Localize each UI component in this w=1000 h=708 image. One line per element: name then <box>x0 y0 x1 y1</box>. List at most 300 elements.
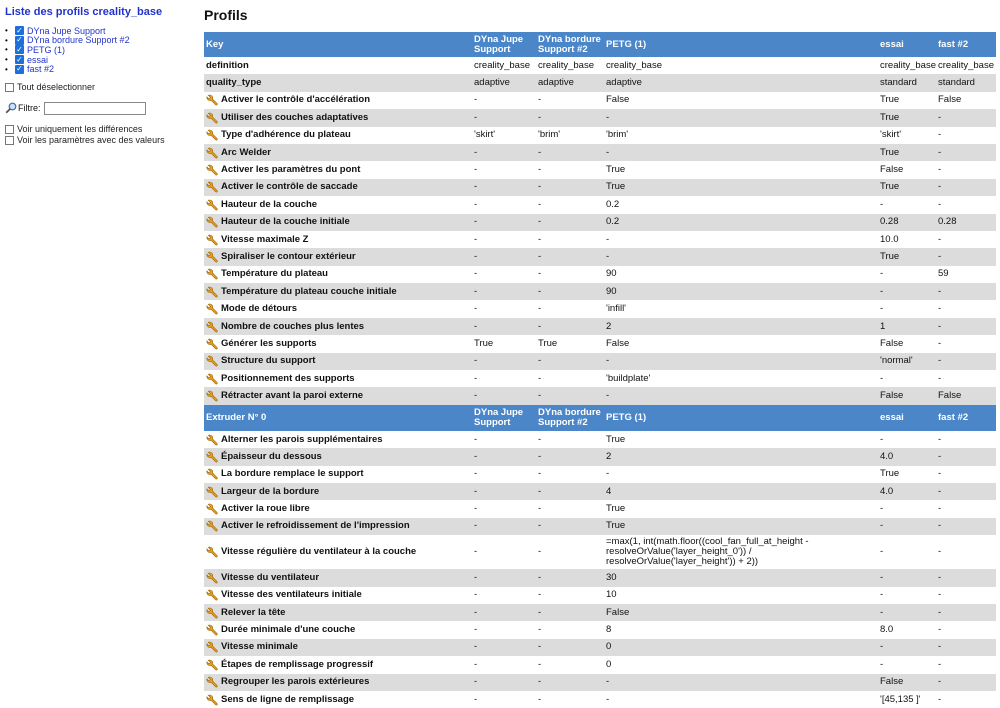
table-row <box>204 587 996 604</box>
setting-value: - <box>474 94 478 106</box>
only-diff-label: Voir uniquement les différences <box>17 124 143 135</box>
setting-value: - <box>938 372 942 384</box>
setting-value: - <box>880 546 884 558</box>
wrench-icon <box>206 694 218 706</box>
table-row <box>204 370 996 387</box>
setting-value: - <box>938 468 942 480</box>
setting-value: - <box>880 503 884 515</box>
setting-value: False <box>880 337 904 349</box>
setting-key-label: Positionnement des supports <box>221 372 355 384</box>
setting-value: - <box>880 658 884 670</box>
wrench-icon <box>206 181 218 193</box>
setting-value: - <box>536 448 604 465</box>
table-row <box>204 466 996 483</box>
setting-value: True <box>880 468 900 480</box>
wrench-icon <box>206 268 218 280</box>
setting-key-label: Vitesse des ventilateurs initiale <box>221 589 362 601</box>
wrench-icon <box>206 641 218 653</box>
setting-key <box>204 500 472 517</box>
setting-value: - <box>474 589 478 601</box>
setting-value: - <box>880 303 884 315</box>
setting-key-label: Relever la tête <box>221 606 286 618</box>
filter-label: Filtre: <box>18 103 41 114</box>
setting-key-label: Température du plateau <box>221 268 328 280</box>
setting-value: creality_base <box>880 59 936 71</box>
setting-key-label: Température du plateau couche initiale <box>221 285 397 297</box>
table-row <box>204 161 996 178</box>
setting-value: - <box>536 144 604 161</box>
table-row <box>204 483 996 500</box>
setting-key <box>204 283 472 300</box>
setting-value: - <box>538 372 542 384</box>
setting-key <box>204 92 472 109</box>
setting-value: - <box>474 433 478 445</box>
setting-value: - <box>538 546 542 558</box>
setting-key <box>204 604 472 621</box>
table-header-row <box>204 405 996 431</box>
setting-key: quality_type <box>204 74 472 91</box>
setting-value: - <box>472 144 536 161</box>
setting-value: - <box>536 604 604 621</box>
wrench-icon <box>206 572 218 584</box>
setting-key <box>204 179 472 196</box>
only-diff-checkbox[interactable] <box>5 125 14 134</box>
wrench-icon <box>206 94 218 106</box>
table-row <box>204 569 996 586</box>
filter-input[interactable] <box>44 102 146 115</box>
setting-value: - <box>472 604 536 621</box>
table-row <box>204 109 996 126</box>
setting-value: - <box>538 233 542 245</box>
setting-value: - <box>472 283 536 300</box>
column-header: PETG (1) <box>604 405 878 431</box>
setting-key <box>204 691 472 708</box>
setting-key <box>204 639 472 656</box>
setting-value: - <box>880 372 884 384</box>
setting-value: - <box>472 248 536 265</box>
setting-value: - <box>604 109 878 126</box>
table-row <box>204 214 996 231</box>
table-row <box>204 283 996 300</box>
setting-key-label: Nombre de couches plus lentes <box>221 320 365 332</box>
setting-value: - <box>936 353 996 370</box>
setting-value: - <box>536 674 604 691</box>
setting-value: - <box>538 198 542 210</box>
setting-value: True <box>606 503 626 515</box>
setting-key <box>204 674 472 691</box>
deselect-all-label: Tout déselectionner <box>17 82 96 93</box>
setting-value: 'buildplate' <box>606 372 651 384</box>
table-row <box>204 179 996 196</box>
profile-label: DYna Jupe Support <box>27 25 106 36</box>
setting-key <box>204 621 472 638</box>
setting-value: True <box>878 248 936 265</box>
setting-value: - <box>878 569 936 586</box>
wrench-icon <box>206 659 218 671</box>
setting-value: - <box>938 233 942 245</box>
setting-value: - <box>936 144 996 161</box>
table-row <box>204 639 996 656</box>
setting-value: - <box>938 658 942 670</box>
setting-value: - <box>536 248 604 265</box>
setting-key-label: Utiliser des couches adaptatives <box>221 111 369 123</box>
setting-value: - <box>474 546 478 558</box>
wrench-icon <box>206 390 218 402</box>
profile-list <box>5 26 190 74</box>
setting-key <box>204 587 472 604</box>
search-icon <box>5 102 17 114</box>
setting-key-label: La bordure remplace le support <box>221 468 364 480</box>
table-row <box>204 266 996 283</box>
setting-value: - <box>472 518 536 535</box>
wrench-icon <box>206 676 218 688</box>
setting-value: True <box>538 337 558 349</box>
setting-key-label: Vitesse du ventilateur <box>221 571 320 583</box>
setting-value: - <box>472 214 536 231</box>
wrench-icon <box>206 234 218 246</box>
table-row <box>204 518 996 535</box>
setting-value: - <box>474 658 478 670</box>
wrench-icon <box>206 251 218 263</box>
setting-value: - <box>604 387 878 404</box>
setting-value: creality_base <box>938 59 994 71</box>
setting-value: 0.28 <box>936 214 996 231</box>
setting-key-label: Mode de détours <box>221 303 298 315</box>
setting-key <box>204 387 472 404</box>
setting-value: - <box>880 589 884 601</box>
wrench-icon <box>206 373 218 385</box>
setting-value: True <box>880 94 900 106</box>
setting-value: - <box>472 109 536 126</box>
setting-value: - <box>936 109 996 126</box>
wrench-icon <box>206 520 218 532</box>
wrench-icon <box>206 303 218 315</box>
setting-value: True <box>606 164 626 176</box>
setting-key <box>204 431 472 448</box>
setting-key-label: Activer le contrôle d'accélération <box>221 94 371 106</box>
wrench-icon <box>206 286 218 298</box>
setting-key-label: Sens de ligne de remplissage <box>221 693 355 705</box>
setting-value: 90 <box>604 283 878 300</box>
setting-key-label: Type d'adhérence du plateau <box>221 129 351 141</box>
setting-value: - <box>536 483 604 500</box>
bullet-icon: • <box>5 26 8 36</box>
setting-value: - <box>538 589 542 601</box>
setting-value: - <box>472 387 536 404</box>
setting-value: standard <box>936 74 996 91</box>
table-row <box>204 448 996 465</box>
column-header: fast #2 <box>936 32 996 57</box>
table-row <box>204 431 996 448</box>
setting-value: - <box>938 164 942 176</box>
setting-value: - <box>536 214 604 231</box>
setting-value: - <box>878 518 936 535</box>
setting-key <box>204 318 472 335</box>
setting-key <box>204 483 472 500</box>
profile-item[interactable] <box>5 64 190 74</box>
wrench-icon <box>206 164 218 176</box>
setting-value: - <box>472 569 536 586</box>
profile-item[interactable] <box>5 36 190 46</box>
setting-value: - <box>538 658 542 670</box>
setting-key-label: Hauteur de la couche <box>221 198 318 210</box>
setting-value: True <box>878 144 936 161</box>
table-row <box>204 248 996 265</box>
setting-key-label: Largeur de la bordure <box>221 485 320 497</box>
setting-key <box>204 466 472 483</box>
setting-value: - <box>938 693 942 705</box>
setting-key-label: Activer la roue libre <box>221 503 310 515</box>
setting-value: - <box>938 129 942 141</box>
only-diff-option[interactable] <box>5 124 190 135</box>
setting-value: - <box>880 433 884 445</box>
setting-key-label: Vitesse maximale Z <box>221 233 309 245</box>
setting-value: 'infill' <box>606 303 626 315</box>
deselect-all-checkbox[interactable] <box>5 83 14 92</box>
setting-value: 90 <box>606 268 617 280</box>
wrench-icon <box>206 112 218 124</box>
deselect-all-option[interactable] <box>5 82 190 93</box>
setting-value: creality_base <box>606 59 662 71</box>
setting-value: - <box>936 248 996 265</box>
setting-value: standard <box>878 74 936 91</box>
with-values-option[interactable] <box>5 135 190 146</box>
table-row <box>204 231 996 248</box>
table-row <box>204 318 996 335</box>
with-values-label: Voir les paramètres avec des valeurs <box>17 135 165 146</box>
profile-checkbox[interactable]: ✓ <box>16 54 23 64</box>
setting-key-label: Épaisseur du dessous <box>221 450 322 462</box>
setting-value: - <box>474 372 478 384</box>
setting-value: 'skirt' <box>880 129 902 141</box>
sidebar <box>5 6 190 146</box>
setting-value: - <box>604 674 878 691</box>
table-row <box>204 656 996 673</box>
setting-key-label: Hauteur de la couche initiale <box>221 216 350 228</box>
setting-value: 'normal' <box>878 353 936 370</box>
column-header: DYna bordure Support #2 <box>536 405 604 431</box>
with-values-checkbox[interactable] <box>5 136 14 145</box>
setting-key <box>204 370 472 387</box>
setting-key-label: Générer les supports <box>221 337 317 349</box>
setting-value: - <box>474 693 478 705</box>
setting-value: creality_base <box>474 59 530 71</box>
wrench-icon <box>206 216 218 228</box>
table-row <box>204 300 996 317</box>
wrench-icon <box>206 503 218 515</box>
setting-value: =max(1, int(math.floor((cool_fan_full_at_height - resolveOrValue('layer_height_0')) / resolveOrValue('layer_height')) + 2)) <box>606 536 809 568</box>
setting-value: - <box>606 468 610 480</box>
wrench-icon <box>206 434 218 446</box>
setting-key-label: Alterner les parois supplémentaires <box>221 433 383 445</box>
setting-value: - <box>472 448 536 465</box>
bullet-icon: • <box>5 55 8 65</box>
table-row <box>204 144 996 161</box>
table-row <box>204 674 996 691</box>
setting-value: - <box>938 503 942 515</box>
setting-value: - <box>604 353 878 370</box>
profile-item[interactable] <box>5 45 190 55</box>
column-header: essai <box>878 32 936 57</box>
setting-key <box>204 300 472 317</box>
setting-value: True <box>878 109 936 126</box>
main-content <box>204 0 996 708</box>
setting-key-label: Arc Welder <box>221 146 271 158</box>
wrench-icon <box>206 607 218 619</box>
setting-value: 2 <box>604 318 878 335</box>
table-row <box>204 127 996 144</box>
setting-key <box>204 161 472 178</box>
setting-value: 0 <box>604 639 878 656</box>
profile-item[interactable] <box>5 26 190 36</box>
setting-key-label: Structure du support <box>221 355 316 367</box>
setting-value: 59 <box>938 268 949 280</box>
setting-value: - <box>536 387 604 404</box>
setting-value: False <box>878 387 936 404</box>
setting-value: creality_base <box>538 59 594 71</box>
column-header: DYna Jupe Support <box>472 405 536 431</box>
setting-value: - <box>936 179 996 196</box>
setting-value: 4.0 <box>878 483 936 500</box>
setting-value: True <box>474 337 494 349</box>
column-header: essai <box>878 405 936 431</box>
setting-value: - <box>538 94 542 106</box>
setting-value: - <box>878 604 936 621</box>
setting-value: False <box>606 337 630 349</box>
setting-value: - <box>936 483 996 500</box>
wrench-icon <box>206 451 218 463</box>
setting-key <box>204 656 472 673</box>
wrench-icon <box>206 624 218 636</box>
setting-value: True <box>604 518 878 535</box>
setting-value: - <box>938 198 942 210</box>
wrench-icon <box>206 546 218 558</box>
profile-checkbox[interactable]: ✓ <box>16 44 23 54</box>
setting-value: - <box>936 639 996 656</box>
setting-value: adaptive <box>536 74 604 91</box>
setting-key <box>204 569 472 586</box>
setting-value: - <box>536 283 604 300</box>
profiles-table <box>204 32 996 708</box>
profile-label: essai <box>27 54 49 65</box>
setting-key <box>204 248 472 265</box>
setting-value: - <box>936 318 996 335</box>
setting-value: - <box>936 569 996 586</box>
setting-value: - <box>938 337 942 349</box>
column-header: Extruder N° 0 <box>204 405 472 431</box>
setting-key-label: Rétracter avant la paroi externe <box>221 390 364 402</box>
table-row <box>204 387 996 404</box>
setting-value: - <box>474 233 478 245</box>
setting-value: False <box>606 94 630 106</box>
table-row <box>204 196 996 213</box>
page-title: Profils <box>204 7 248 23</box>
setting-key <box>204 196 472 213</box>
table-row <box>204 92 996 109</box>
profile-label: fast #2 <box>27 64 55 75</box>
setting-key <box>204 353 472 370</box>
setting-key <box>204 231 472 248</box>
setting-value: - <box>604 248 878 265</box>
setting-value: False <box>936 387 996 404</box>
profile-item[interactable] <box>5 55 190 65</box>
profile-checkbox[interactable]: ✓ <box>16 64 23 74</box>
setting-value: - <box>538 468 542 480</box>
setting-value: 0.2 <box>606 198 620 210</box>
setting-value: - <box>938 589 942 601</box>
setting-value: True <box>606 433 626 445</box>
setting-value: - <box>536 109 604 126</box>
bullet-icon: • <box>5 45 8 55</box>
wrench-icon <box>206 321 218 333</box>
setting-value: - <box>472 483 536 500</box>
setting-value: 'brim' <box>538 129 561 141</box>
setting-value: - <box>936 448 996 465</box>
setting-value: - <box>938 546 942 558</box>
setting-value: - <box>538 303 542 315</box>
setting-key-label: Vitesse minimale <box>221 641 298 653</box>
wrench-icon <box>206 147 218 159</box>
setting-value: 2 <box>604 448 878 465</box>
setting-value: - <box>936 604 996 621</box>
profile-checkbox[interactable]: ✓ <box>16 35 23 45</box>
setting-key <box>204 518 472 535</box>
setting-key-label: Activer le refroidissement de l'impression <box>221 520 410 532</box>
setting-value: - <box>878 639 936 656</box>
profile-checkbox[interactable]: ✓ <box>16 25 23 35</box>
setting-key <box>204 335 472 352</box>
setting-value: adaptive <box>472 74 536 91</box>
setting-value: - <box>878 283 936 300</box>
column-header: PETG (1) <box>604 32 878 57</box>
setting-value: - <box>606 693 610 705</box>
setting-value: - <box>938 433 942 445</box>
setting-value: 0.2 <box>604 214 878 231</box>
setting-key-label: Regrouper les parois extérieures <box>221 676 370 688</box>
setting-key-label: Durée minimale d'une couche <box>221 624 356 636</box>
wrench-icon <box>206 338 218 350</box>
setting-value: - <box>538 693 542 705</box>
column-header: fast #2 <box>936 405 996 431</box>
setting-value: False <box>938 94 962 106</box>
setting-value: - <box>472 318 536 335</box>
setting-value: True <box>604 179 878 196</box>
setting-key <box>204 448 472 465</box>
setting-key <box>204 144 472 161</box>
setting-value: False <box>604 604 878 621</box>
setting-value: 1 <box>878 318 936 335</box>
setting-value: - <box>604 144 878 161</box>
bullet-icon: • <box>5 64 8 74</box>
setting-value: - <box>474 303 478 315</box>
profile-label: DYna bordure Support #2 <box>27 35 130 46</box>
setting-value: - <box>472 179 536 196</box>
setting-value: 10.0 <box>880 233 899 245</box>
setting-value: 'brim' <box>606 129 629 141</box>
table-row <box>204 691 996 708</box>
setting-value: 4.0 <box>878 448 936 465</box>
setting-value: - <box>536 353 604 370</box>
setting-value: 'skirt' <box>474 129 496 141</box>
setting-value: - <box>472 639 536 656</box>
setting-value: - <box>538 503 542 515</box>
setting-value: - <box>936 674 996 691</box>
column-header: Key <box>204 32 472 57</box>
setting-value: - <box>606 233 610 245</box>
setting-value: - <box>880 198 884 210</box>
setting-value: - <box>936 283 996 300</box>
wrench-icon <box>206 486 218 498</box>
